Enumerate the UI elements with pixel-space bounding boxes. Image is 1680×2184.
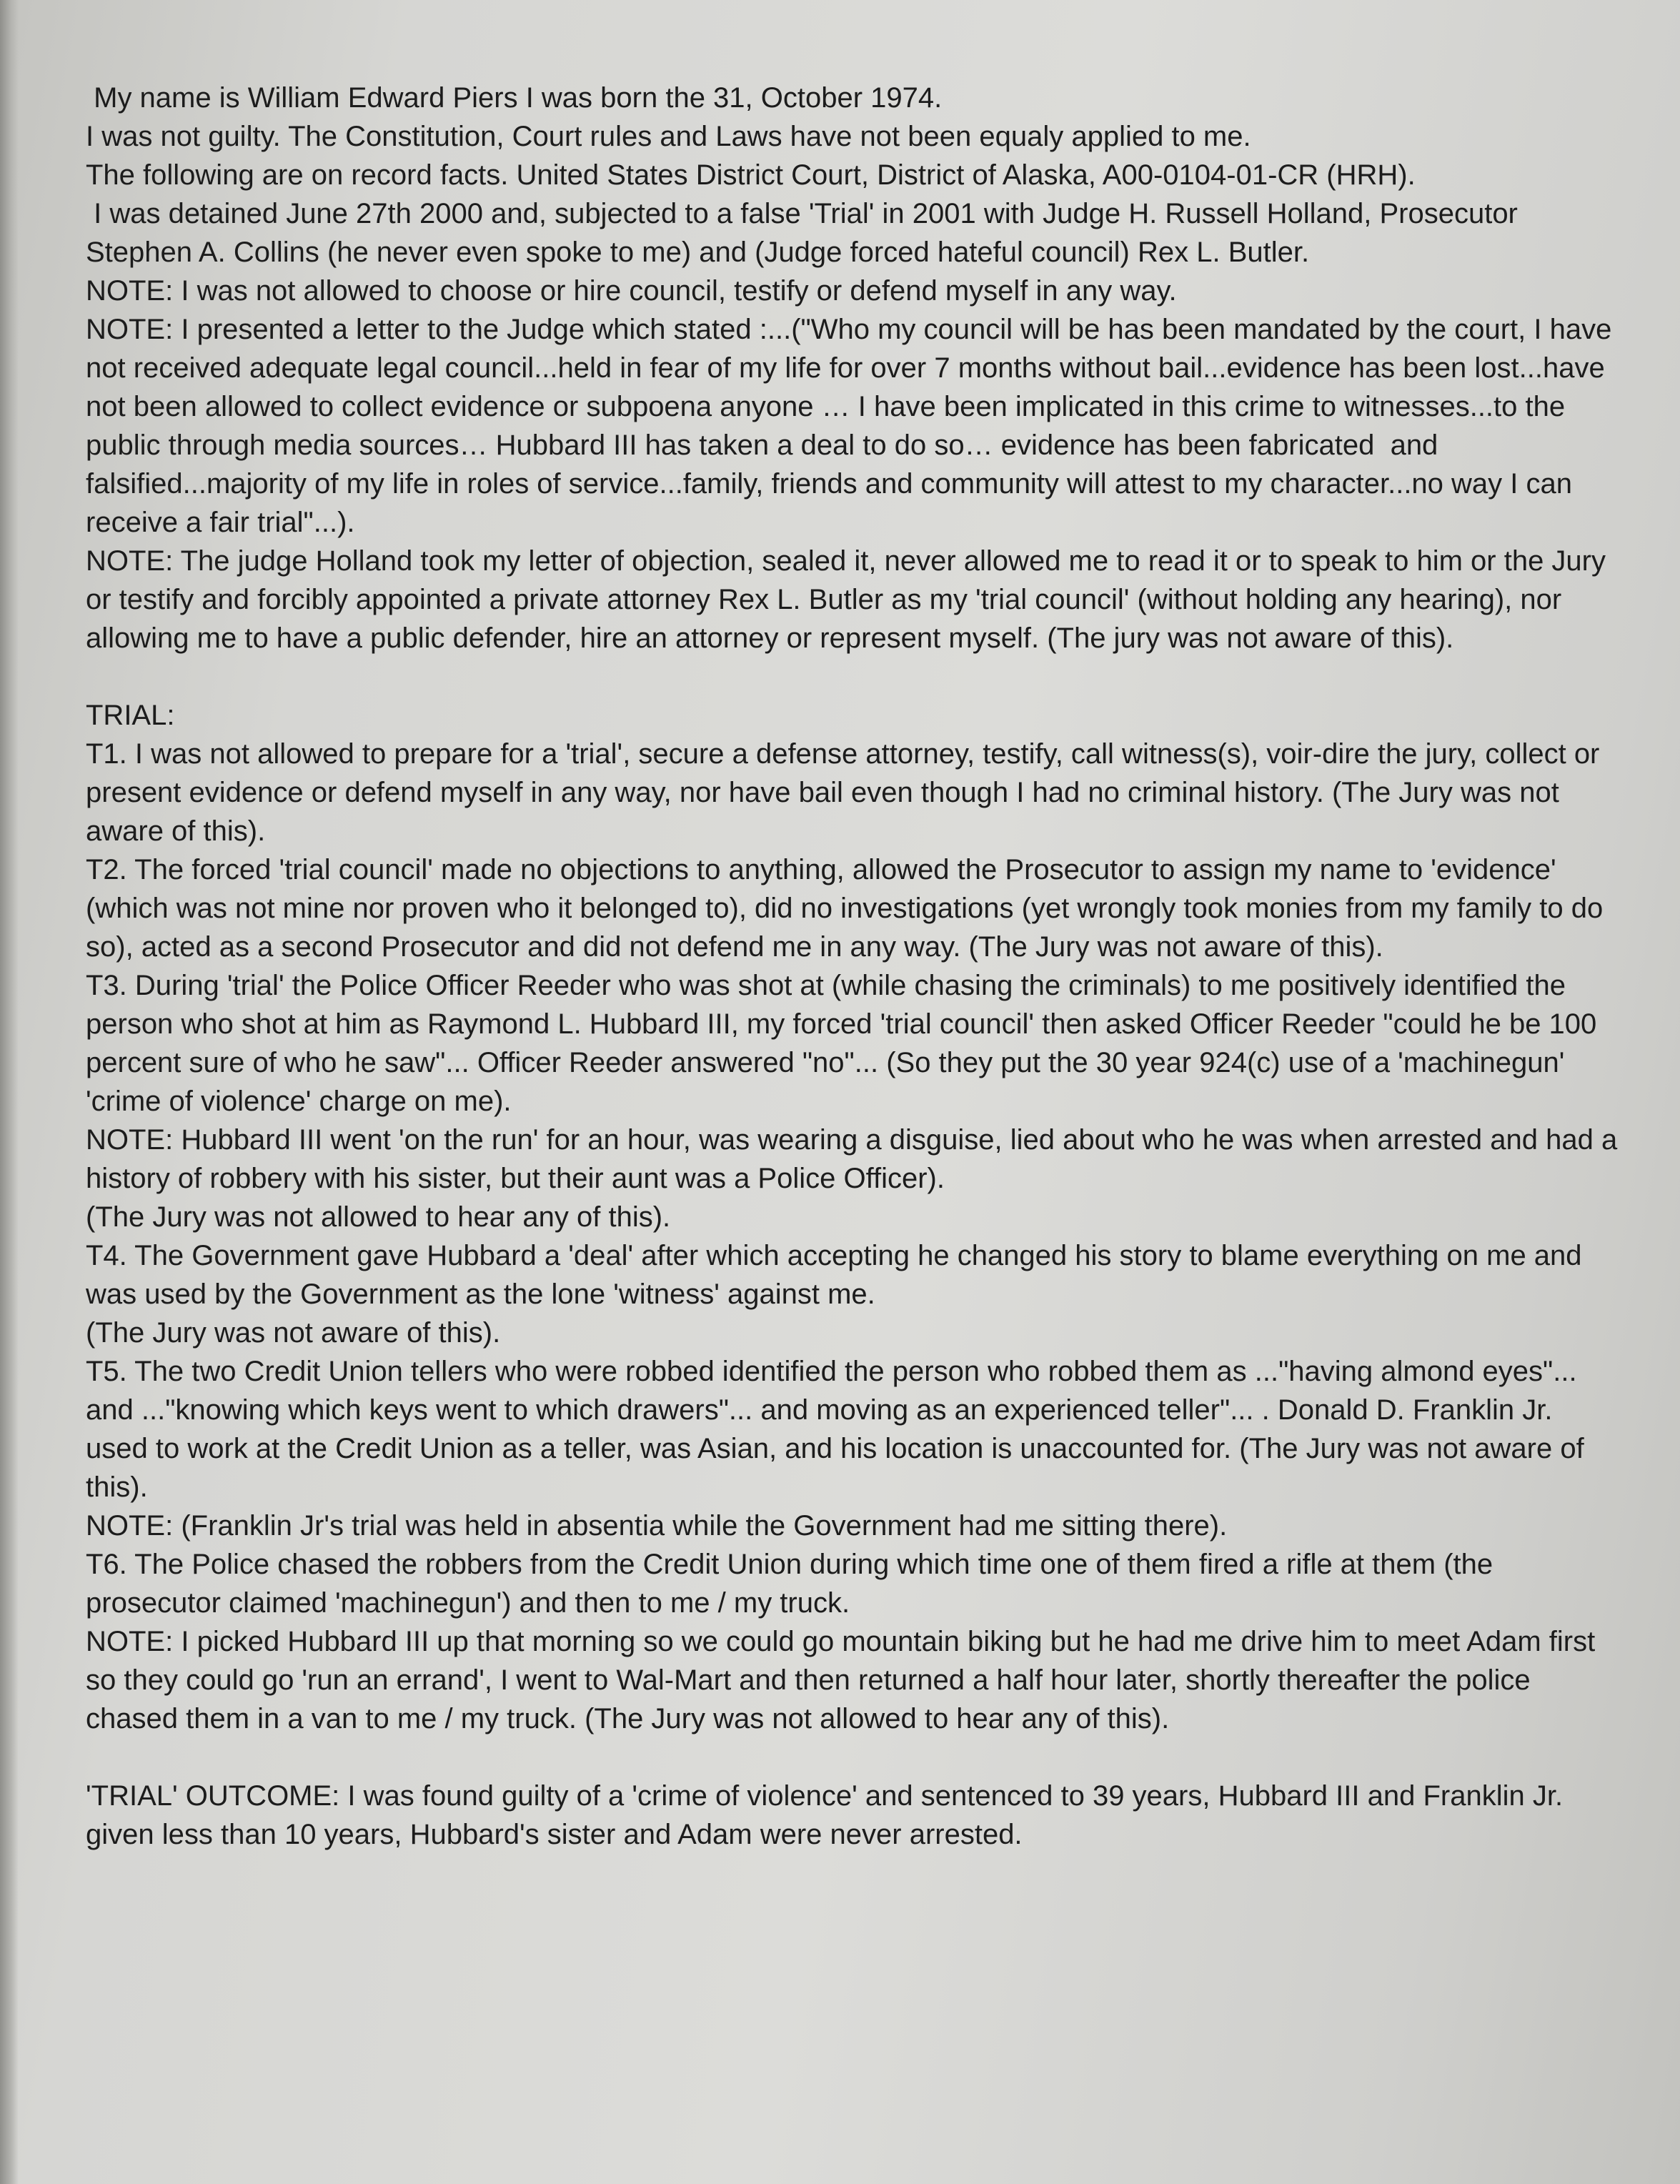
intro-detained-paragraph: I was detained June 27th 2000 and, subjected to a false 'Trial' in 2001 with Judge H. Russell Holland, Prosecutor Stephen A. Collins (he never even spoke to me) and (Judge forced hateful council) Rex L. Butler.: [86, 198, 1526, 268]
document-body: [86, 79, 1626, 1854]
trial-outcome-paragraph: 'TRIAL' OUTCOME: I was found guilty of a 'crime of violence' and sentenced to 39 years, Hubbard III and Franklin Jr. given less than 10 years, Hubbard's sister and Adam were never arrested.: [86, 1780, 1571, 1850]
trial-jury-not-allowed-paragraph: (The Jury was not allowed to hear any of this).: [86, 1201, 671, 1233]
section-spacer: [86, 1738, 1622, 1777]
trial-note-hubbard-paragraph: NOTE: Hubbard III went 'on the run' for an hour, was wearing a disguise, lied about who he was when arrested and had a history of robbery with his sister, but their aunt was a Police Officer).: [86, 1124, 1626, 1194]
note-not-allowed-paragraph: NOTE: I was not allowed to choose or hire council, testify or defend myself in any way.: [86, 275, 1177, 307]
section-spacer: [86, 657, 1622, 696]
trial-t5-paragraph: T5. The two Credit Union tellers who were robbed identified the person who robbed them as ..."having almond eyes"... and ..."knowing which keys went to which drawers"... and moving as an experienced teller"... . Donald D. Franklin Jr. used to work at the Credit Union as a teller, was Asian, and his location is unaccounted for. (The Jury was not aware of this).: [86, 1356, 1592, 1503]
intro-not-guilty-paragraph: I was not guilty. The Constitution, Court rules and Laws have not been equaly applied to me.: [86, 121, 1251, 152]
intro-name-paragraph: My name is William Edward Piers I was born the 31, October 1974.: [86, 82, 943, 114]
trial-t6-paragraph: T6. The Police chased the robbers from the Credit Union during which time one of them fired a rifle at them (the prosecutor claimed 'machinegun') and then to me / my truck.: [86, 1549, 1501, 1619]
trial-t1-paragraph: T1. I was not allowed to prepare for a 'trial', secure a defense attorney, testify, call witness(s), voir-dire the jury, collect or present evidence or defend myself in any way, nor have bail even though I had no criminal history. (The Jury was not aware of this).: [86, 738, 1608, 847]
trial-t3-paragraph: T3. During 'trial' the Police Officer Reeder who was shot at (while chasing the criminals) to me positively identified the person who shot at him as Raymond L. Hubbard III, my forced 'trial council' then asked Officer Reeder "could he be 100 percent sure of who he saw"... Officer Reeder answered "no"... (So they put the 30 year 924(c) use of a 'machinegun' 'crime of violence' charge on me).: [86, 970, 1605, 1117]
trial-heading: TRIAL:: [86, 700, 175, 731]
trial-note-franklin-paragraph: NOTE: (Franklin Jr's trial was held in absentia while the Government had me sitting there).: [86, 1510, 1228, 1542]
intro-record-paragraph: The following are on record facts. United States District Court, District of Alaska, A00-0104-01-CR (HRH).: [86, 159, 1416, 191]
trial-t2-paragraph: T2. The forced 'trial council' made no objections to anything, allowed the Prosecutor to assign my name to 'evidence' (which was not mine nor proven who it belonged to), did no investigations (yet wrongly took monies from my family to do so), acted as a second Prosecutor and did not defend me in any way. (The Jury was not aware of this).: [86, 854, 1611, 963]
trial-note-morning-paragraph: NOTE: I picked Hubbard III up that morning so we could go mountain biking but he had me drive him to meet Adam first so they could go 'run an errand', I went to Wal-Mart and then returned a half hour later, shortly thereafter the police chased them in a van to me / my truck. (The Jury was not allowed to hear any of this).: [86, 1626, 1604, 1734]
page-edge-shadow: [0, 0, 19, 2184]
note-letter-paragraph: NOTE: I presented a letter to the Judge which stated :...("Who my council will be has been mandated by the court, I have not received adequate legal council...held in fear of my life for over 7 months without bail...evidence has been lost...have not been allowed to collect evidence or subpoena anyone … I have been implicated in this crime to witnesses...to the public through media sources… Hubbard III has taken a deal to do so… evidence has been fabricated and falsified...majority of my life in roles of service...family, friends and community will attest to my character...no way I can receive a fair trial"...).: [86, 314, 1620, 538]
note-judge-paragraph: NOTE: The judge Holland took my letter of objection, sealed it, never allowed me to read it or to speak to him or the Jury or testify and forcibly appointed a private attorney Rex L. Butler as my 'trial council' (without holding any hearing), nor allowing me to have a public defender, hire an attorney or represent myself. (The jury was not aware of this).: [86, 545, 1614, 654]
trial-t4-paragraph: T4. The Government gave Hubbard a 'deal' after which accepting he changed his story to blame everything on me and was used by the Government as the lone 'witness' against me.: [86, 1240, 1590, 1310]
trial-jury-not-aware-paragraph: (The Jury was not aware of this).: [86, 1317, 501, 1349]
